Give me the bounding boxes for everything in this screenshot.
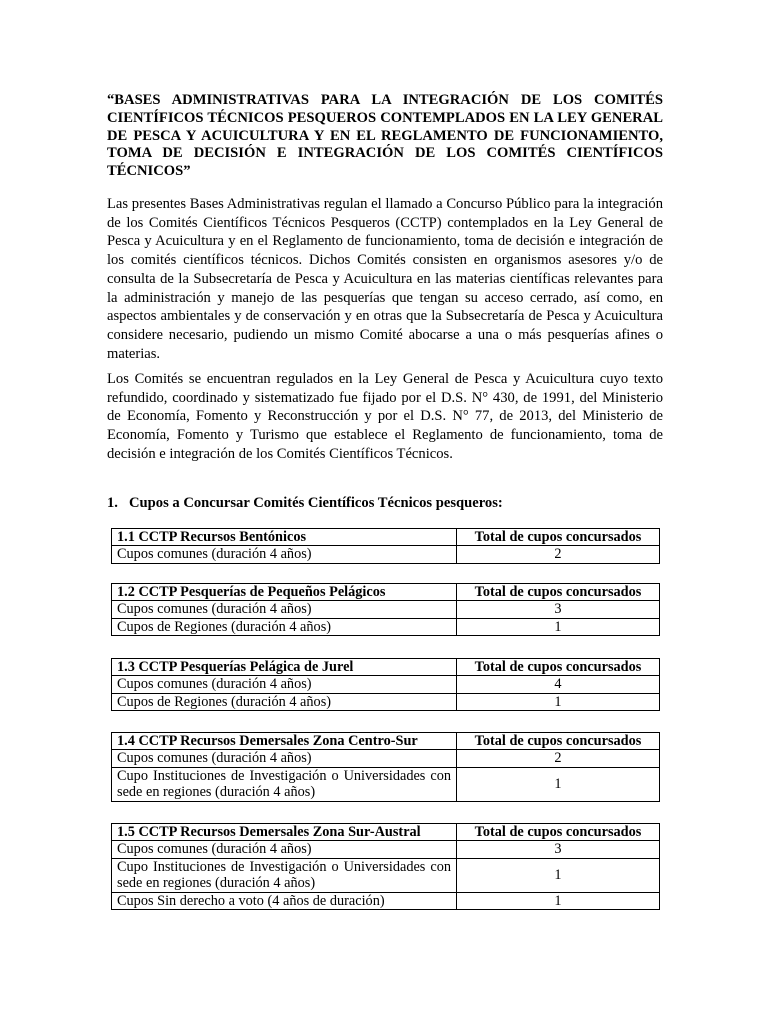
section-heading-text: Cupos a Concursar Comités Científicos Técnicos pesqueros: xyxy=(129,495,503,511)
row-value: 1 xyxy=(457,767,660,801)
row-label: Cupos de Regiones (duración 4 años) xyxy=(112,618,457,635)
row-value: 1 xyxy=(457,618,660,635)
row-label: Cupos comunes (duración 4 años) xyxy=(112,546,457,563)
table-row xyxy=(112,601,660,618)
table-row xyxy=(112,767,660,801)
table-row xyxy=(112,892,660,909)
table-header-row xyxy=(112,824,660,841)
table-row xyxy=(112,750,660,767)
total-header: Total de cupos concursados xyxy=(457,824,660,841)
row-value: 2 xyxy=(457,750,660,767)
table-header-row xyxy=(112,584,660,601)
intro-paragraph: Las presentes Bases Administrativas regulan el llamado a Concurso Público para la integración de los Comités Científicos Técnicos Pesqueros (CCTP) contemplados en la Ley General de Pesca y Acuicultura y en el Reglamento de funcionamiento, toma de decisión e integración de los comités científicos técnicos. Dichos Comités consisten en organismos asesores y/o de consulta de la Subsecretaría de Pesca y Acuicultura en las materias científicas relevantes para la administración y manejo de las pesquerías que tengan su acceso cerrado, así como, en aspectos ambientales y de conservación y en otras que la Subsecretaría de Pesca y Acuicultura considere necesario, pudiendo un mismo Comité abocarse a una o más pesquerías afines o materias. xyxy=(107,196,663,362)
row-label: Cupos comunes (duración 4 años) xyxy=(112,601,457,618)
row-value: 4 xyxy=(457,676,660,693)
regulation-paragraph: Los Comités se encuentran regulados en la Ley General de Pesca y Acuicultura cuyo texto refundido, coordinado y sistematizado fue fijado por el D.S. N° 430, de 1991, del Ministerio de Economía, Fomento y Reconstrucción y por el D.S. N° 77, de 2013, del Ministerio de Economía, Fomento y Turismo que establece el Reglamento de funcionamiento, toma de decisión e integración de los Comités Científicos Técnicos. xyxy=(107,371,663,462)
row-label: Cupo Instituciones de Investigación o Universidades con sede en regiones (duración 4 años) xyxy=(112,858,457,892)
table-header-row xyxy=(112,733,660,750)
cctp-table-jurel xyxy=(111,658,660,711)
total-header: Total de cupos concursados xyxy=(457,659,660,676)
cctp-table-pequenos-pelagicos xyxy=(111,583,660,636)
row-label: Cupos comunes (duración 4 años) xyxy=(112,676,457,693)
cctp-table-demersales-sur-austral xyxy=(111,823,660,910)
table-row xyxy=(112,676,660,693)
table-row xyxy=(112,858,660,892)
cctp-table-demersales-centro-sur xyxy=(111,732,660,802)
row-label: Cupos comunes (duración 4 años) xyxy=(112,750,457,767)
document-title: “BASES ADMINISTRATIVAS PARA LA INTEGRACIÓN DE LOS COMITÉS CIENTÍFICOS TÉCNICOS PESQUEROS CONTEMPLADOS EN LA LEY GENERAL DE PESCA Y ACUICULTURA Y EN EL REGLAMENTO DE FUNCIONAMIENTO, TOMA DE DECISIÓN E INTEGRACIÓN DE LOS COMITÉS CIENTÍFICOS TÉCNICOS” xyxy=(107,92,663,180)
table-row xyxy=(112,693,660,710)
row-value: 1 xyxy=(457,858,660,892)
table-row xyxy=(112,546,660,563)
section-heading xyxy=(107,494,663,512)
row-label: Cupos de Regiones (duración 4 años) xyxy=(112,693,457,710)
row-value: 1 xyxy=(457,693,660,710)
table-header-row xyxy=(112,659,660,676)
table-title: 1.5 CCTP Recursos Demersales Zona Sur-Austral xyxy=(112,824,457,841)
row-value: 1 xyxy=(457,892,660,909)
table-header-row xyxy=(112,529,660,546)
row-label: Cupos comunes (duración 4 años) xyxy=(112,841,457,858)
table-title: 1.4 CCTP Recursos Demersales Zona Centro-Sur xyxy=(112,733,457,750)
row-label: Cupo Instituciones de Investigación o Universidades con sede en regiones (duración 4 años) xyxy=(112,767,457,801)
total-header: Total de cupos concursados xyxy=(457,733,660,750)
table-row xyxy=(112,841,660,858)
total-header: Total de cupos concursados xyxy=(457,529,660,546)
cctp-table-bentonicos xyxy=(111,528,660,564)
row-value: 3 xyxy=(457,841,660,858)
row-label: Cupos Sin derecho a voto (4 años de duración) xyxy=(112,892,457,909)
table-row xyxy=(112,618,660,635)
section-number: 1. xyxy=(107,495,118,511)
row-value: 2 xyxy=(457,546,660,563)
row-value: 3 xyxy=(457,601,660,618)
total-header: Total de cupos concursados xyxy=(457,584,660,601)
table-title: 1.2 CCTP Pesquerías de Pequeños Pelágicos xyxy=(112,584,457,601)
table-title: 1.3 CCTP Pesquerías Pelágica de Jurel xyxy=(112,659,457,676)
table-title: 1.1 CCTP Recursos Bentónicos xyxy=(112,529,457,546)
